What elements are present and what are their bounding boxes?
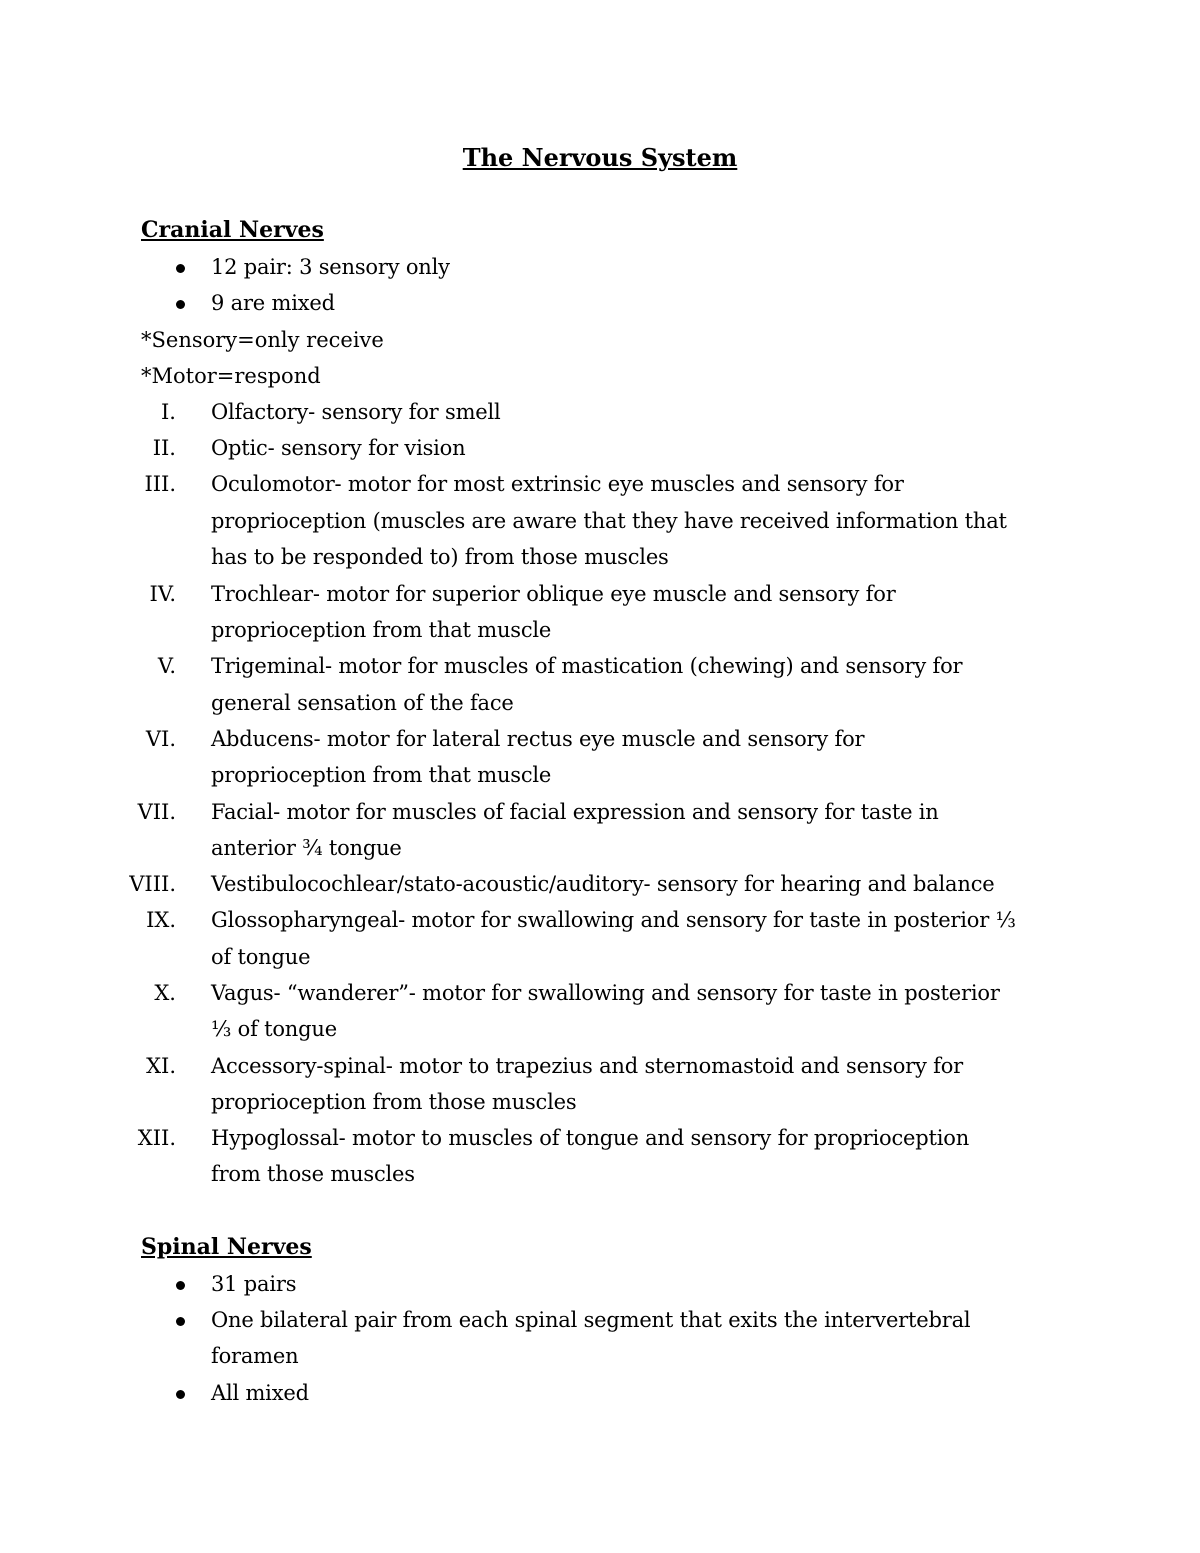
nerve-description-line: Olfactory- sensory for smell [211, 400, 501, 424]
nerve-numeral: IV. [149, 582, 176, 606]
nerve-numeral: XII. [137, 1126, 176, 1150]
nerve-description-line: Vestibulocochlear/stato-acoustic/auditory- sensory for hearing and balance [211, 872, 995, 896]
nerve-description-line: proprioception (muscles are aware that they have received information that [211, 509, 1007, 533]
nerve-description-line: has to be responded to) from those muscles [211, 545, 669, 569]
nerve-description-line: of tongue [211, 945, 311, 969]
nerve-description-line: Facial- motor for muscles of facial expression and sensory for taste in [211, 800, 939, 824]
nerve-numeral: X. [154, 981, 176, 1005]
nerve-description-line: proprioception from that muscle [211, 763, 552, 787]
nerve-description-line: Vagus- “wanderer”- motor for swallowing and sensory for taste in posterior [211, 981, 1000, 1005]
nerve-description-line: Hypoglossal- motor to muscles of tongue and sensory for proprioception [211, 1126, 970, 1150]
bullet-icon [176, 1317, 185, 1326]
document-title: The Nervous System [462, 143, 738, 172]
cranial-bullet-text: 12 pair: 3 sensory only [211, 255, 450, 279]
spinal-bullet-text: foramen [211, 1344, 299, 1368]
nerve-description-line: from those muscles [211, 1162, 415, 1186]
nerve-numeral: V. [157, 654, 176, 678]
nerve-description-line: anterior ¾ tongue [211, 836, 402, 860]
nerve-numeral: IX. [146, 908, 176, 932]
nerve-description-line: Glossopharyngeal- motor for swallowing and sensory for taste in posterior ⅓ [211, 908, 1016, 932]
nerve-description-line: Accessory-spinal- motor to trapezius and sternomastoid and sensory for [211, 1054, 963, 1078]
sensory-note: *Sensory=only receive [141, 328, 384, 352]
nerve-description-line: Trigeminal- motor for muscles of mastication (chewing) and sensory for [211, 654, 963, 678]
nerve-numeral: VI. [145, 727, 176, 751]
nerve-description-line: Oculomotor- motor for most extrinsic eye muscles and sensory for [211, 472, 904, 496]
nerve-description-line: Optic- sensory for vision [211, 436, 466, 460]
motor-note: *Motor=respond [141, 364, 321, 388]
nerve-numeral: III. [144, 472, 176, 496]
nerve-description-line: general sensation of the face [211, 691, 514, 715]
nerve-numeral: XI. [146, 1054, 176, 1078]
spinal-nerves-heading: Spinal Nerves [141, 1234, 312, 1260]
nerve-description-line: Abducens- motor for lateral rectus eye muscle and sensory for [211, 727, 865, 751]
spinal-bullet-text: 31 pairs [211, 1272, 297, 1296]
nerve-numeral: VII. [137, 800, 176, 824]
nerve-numeral: I. [161, 400, 176, 424]
cranial-nerves-heading: Cranial Nerves [141, 217, 324, 243]
nerve-description-line: proprioception from that muscle [211, 618, 552, 642]
nerve-description-line: proprioception from those muscles [211, 1090, 577, 1114]
nerve-numeral: VIII. [129, 872, 176, 896]
spinal-bullet-text: One bilateral pair from each spinal segment that exits the intervertebral [211, 1308, 971, 1332]
cranial-bullet-text: 9 are mixed [211, 291, 335, 315]
spinal-bullet-text: All mixed [211, 1381, 309, 1405]
nerve-description-line: ⅓ of tongue [211, 1017, 337, 1041]
bullet-icon [176, 1281, 185, 1290]
bullet-icon [176, 300, 185, 309]
bullet-icon [176, 264, 185, 273]
bullet-icon [176, 1390, 185, 1399]
nerve-numeral: II. [152, 436, 176, 460]
nerve-description-line: Trochlear- motor for superior oblique eye muscle and sensory for [211, 582, 896, 606]
